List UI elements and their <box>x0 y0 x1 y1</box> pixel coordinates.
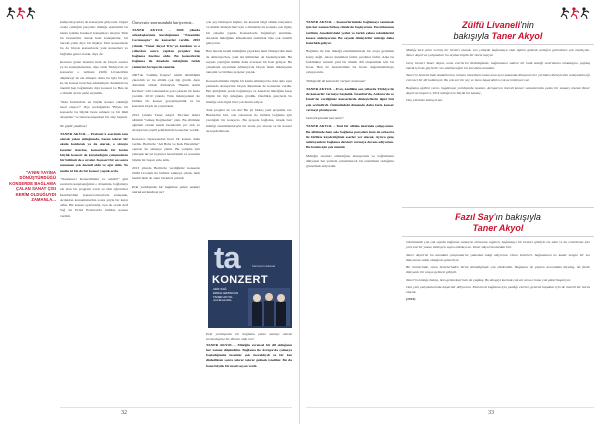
paragraph: Müziğe kırk yılını vermiş bir besteci olarak, son yıllarda bağlamaya olan ilginin giderek arttığını görmekten çok mutluyum. Taner Akyol'un çalışmaları bu açıdan büyük bir önem taşıyor. <box>406 48 590 58</box>
divider <box>402 236 594 237</box>
paragraph: Taner'in bestelerinde Anadolu'nun ruhunu hissediyorsunuz ama aynı zamanda dünyanın her yerinden dinleyicinin anlayabileceği evrensel bir dil kullanıyor. Bu çok zor bir şey ve bunu başarabilen çok az müzisyen var. <box>406 73 590 83</box>
paragraph: TANER AKYOL – Profesör'e eserimin tam olarak yakın olduğumda, bazen tekrar bir okula katılarak ya da olarak, o süreçte besteler üzerine, konserinde bir kesim büyük konseri de karşıladığım çalışmaların bir bölümü de o sıralar. Konseri bir an sonra tamamen çok önemli oldu ve ağır oldu. Ne mutlu ki biz de bir konser yaptık orda. <box>60 131 128 173</box>
magazine-logo <box>560 6 594 20</box>
pull-quote: "A'NIN YAYINA DÖNÜŞTÜRDÜĞÜ KONSERDE BAĞLAMA ÇALAN SANAT ÇISI KERİM OLDUĞUYDI ZAMANLA... <box>9 170 56 203</box>
paragraph: çok şey bilmeyen kişiler, bu konuda bilgi almak isteyenler ve müzik dinleyicileri için o dönemde bu konuda çok ilginç bir çalışma yaptık. Konserlerde bağlamayı tanıtmak, Anadolu müziğinin kökenlerini anlatmak bize çok önemli geliyordu. <box>206 20 292 45</box>
paragraph: Taner'in müziğe bakışı, hem geleneksel hem de çağdaş. Bu dengeyi kurmak çok zor ama o bunu çok güzel başarıyor. <box>406 277 571 282</box>
sidebar-title-say <box>402 212 594 234</box>
paragraph: Konsolos Operasından hızlı bir konser daha verdik. Berlin'de "Ali Baba ve Kırk Haramiler" operası ile sahneye çıktık. Bu çalışma için yaklaşık iki yıl boyunca hazırlandık ve sonunda büyük bir başarı elde ettik. <box>132 136 200 162</box>
sidebar-body-livaneli <box>406 48 590 105</box>
divider <box>402 207 594 208</box>
page-number: 33 <box>488 410 494 416</box>
paragraph: Ne giydi/ yazdınız? <box>60 123 88 128</box>
paragraph: Konserlerimizin büyük bir kısmı Almanya'da oldu ama aynı zamanda Avrupa'nın birçok ülkesinde de konserler verdik. Her gittiğimiz yerde bağlamaya ve Anadolu müziğine karşı büyük bir ilgi olduğunu gördük. Özellikle gençlerin bu müziğe olan ilgisi bizi çok mutlu ediyor. <box>206 78 292 104</box>
paragraph: Konsere gelen insanlar hem de birçok eserler ya da konuşmalardan, diye önde Türkiye'de ve konserler o tarihten Zülfü Livaneli'nin düşünceyi de ele almıştır. Ama bu öyle bir şey ki, bu konser beni hep etkilemiştir. Kulamda bu önemli hep bağlamada diye konseri ve Ben de o dönem de bir şarkı söyledik. <box>60 59 128 96</box>
sidebar-title-subject: Taner Akyol <box>491 31 543 41</box>
page-number: 32 <box>121 410 127 416</box>
article-column-4 <box>306 20 394 172</box>
paragraph: Ona yeni çalışmalarında başarılar diliyorum. Eminim ki bağlama için yazdığı eserler, gelecek kuşaklar için de önemli bir miras olacak. <box>406 284 590 294</box>
sidebar-paragraphs <box>406 240 590 295</box>
paragraph: Onu yürekten kutluyorum. <box>406 98 444 102</box>
paragraph: "Peki İstanbul'da en büyük konser etkinliği nasıl oluyor?" diye sorduğumda "Böyle bir konserde bu büyük beste sahnesi ve bir ülkü devşirme" ve bunu konuşurken bir olay başladı. <box>60 99 128 120</box>
poster-performer: ERDAL ERZİNCAN <box>213 290 239 295</box>
sidebar-body-say <box>406 240 590 305</box>
paragraph: Genç besteci Taner Akyol, onun eserlerini dinlediğimde, bağlamanın sadece bir halk müziği enstrümanı olmadığını, çağdaş müzik için de güçlü bir ses olabileceğini bir kez daha anladım. <box>406 60 590 70</box>
poster-venue: Kammermusiksaal <box>252 264 276 268</box>
poster-logo-text: ta <box>214 240 240 275</box>
paragraph: TANER AKYOL – Yeni bir albüm üzerinde çalışıyorum. Bu albümde hem solo bağlama parçaları hem de orkestra ile birlikte kaydettiğimiz eserler yer alacak. Ayrıca genç müzisyenlere bağlama dersleri vermeye devam ediyorum. Bu benim için çok önemli. <box>306 124 394 150</box>
paragraph: Bir konserinde, onun bestelerinden birini dinlediğimde çok etkilendim. Bağlama ile piyano arasındaki diyalog, iki farklı dünyanın bir araya gelmesi gibiydi. <box>406 265 590 275</box>
poster-ensemble: und Ensemble <box>213 298 232 303</box>
sidebar-title-name: Fazıl Say <box>455 212 494 222</box>
paragraph: Yeni projeler de var mı? Bu yıl birkaç yeni projemiz var. Bunlardan biri, oda orkestrası ile birlikte bağlama için yazdığım bir konçerto. Bu projede bağlama, klasik batı müziği enstrümanlarıyla bir arada yer alacak ve bu konser de kaydedilecek. <box>206 107 292 133</box>
paragraph: Müziğin sınırları olmadığına inanıyorum ve bağlamanın dünyanın her yerinde çalınabilecek bir enstrüman olduğunu göstermek istiyorum. <box>306 153 394 168</box>
paragraph: Gelecek planlarınız neler? <box>306 116 344 120</box>
paragraph: 2013 yılında Berlin'de verdiğimiz konserde Zülfü Livaneli ile birlikte sahneye çıktık, hem benim hem de onun besteleri çalındı. <box>132 165 200 181</box>
sidebar-title-subject: Taner Akyol <box>472 223 524 233</box>
paragraph: Ben burada kendi müziğimi yaparken hem Türkiye'den hem de Almanya'dan, yani iki kültürden de besleniyorum. Bu sayede yaptığım müzik daha evrensel bir hale geliyor. Bu çalışmalar sayesinde Almanya'da birçok farklı müzisyenle tanıştım ve birlikte projeler yaptık. <box>206 49 292 75</box>
divider <box>402 44 594 45</box>
paragraph: 2012 yılında Taner Akyol Trio'nun ikinci albümü "Güneş Doğmadan" çıktı. Bu albümde ağırlıklı olarak kendi bestelerim yer aldı ve Avrupa'nın çeşitli şehirlerinde konserler verdik. <box>132 112 200 133</box>
paragraph: TANER AKYOL – Konserlerimizde bağlamayı tanıtmak için her zaman birkaç cümle ile başlıyorum. Enstrümanın tarihini, Anadolu'daki yerini ve farklı çalma tekniklerini kısaca anlatıyorum. Bu sayede dinleyiciler müziğe daha hazırlıklı geliyor. <box>306 20 394 45</box>
paragraph: Peki yurtdışında bir bağlama çalan sanatçı olarak zorlandığınız bir dönem oldu mu? <box>206 332 292 342</box>
sidebar-title-livaneli <box>402 20 594 42</box>
paragraph: Peki yurtdışında bir bağlama çalan sanatçı olarak zorlandınız mı? <box>132 184 200 194</box>
sidebar-signature: (2010) <box>406 297 416 302</box>
paragraph: 2007'de "Gümüş Kuşlar" isimli albümümü çıkardım ve bu albüm çok ilgi gördü. Aynı dönemde Orhan Pamuk'un "Benim Adım Kırmızı" adlı romanından yola çıkarak bir beste yazdım. 2010 yılında Türk müzisyenleri ile birlikte bir konser gerçekleştirdik ve bu konserin kaydı da yayınlandı. <box>132 72 200 109</box>
paragraph: TANER AKYOL – 2000 yılında arkadaşlarımla kurduğumuz "Ensemble Cornucopia" ile konserler verdik. 2003 yılında "Taner Akyol Trio"yu kurdum ve o yıllardan sonra yapılan projeler hep bağlama üzerine oldu. Bu konserlerde bağlama ile Anadolu müziğinin farklı yönlerini Avrupa'da tanıttık. <box>132 27 200 69</box>
poster-performer: ARİF SAĞ <box>213 287 227 291</box>
paragraph: Bağlama ile batı müziği enstrümanlarını bir araya getirmek kolay değil. Akort sistemleri farklı, perdeler farklı. Ama bu farklılıklar aslında yeni bir müzik dili oluşturmak için bir fırsat. Ben de bestelerimde bu fırsatı değerlendirmeye çalışıyorum. <box>306 49 394 75</box>
sidebar-title-prefix: bakışıyla <box>453 31 492 41</box>
runner-emblem-icon <box>560 6 594 20</box>
poster-title: KONZERT <box>212 274 268 286</box>
paragraph: Üniversite sonrasındaki kariyeriniz... <box>132 20 195 25</box>
paragraph: TANER AKYOL – Müziğin evrensel bir dil olduğunu her zaman düşündüm. Bağlama ile Avrupa'da çalmaya başladığımda insanlar çok meraklıydı ve bir kez dinledikten sonra tekrar tekrar gelmek istediler. Bu da bana büyük bir motivasyon verdi. <box>206 342 292 368</box>
paragraph: Günümüzde çok çok sayıda bağlama sanatçısı olmasına rağmen, bağlamayı bir besteci gözüyle ele alan ve bu enstrüman için yeni eserler yazan müzisyen sayısı oldukça az. Taner Akyol bunlardan biri. <box>406 240 590 250</box>
sidebar-title-suffix: 'nin <box>520 20 534 30</box>
paragraph: TANER AKYOL – Evet, özellikle son yıllarda Türkiye'de de konserler vermeye başladık. İstanbul'da, Ankara'da ve İzmir'de verdiğimiz konserlerde dinleyicilerin ilgisi bizi çok sevindirdi. Önümüzdeki dönemde daha fazla konser vermeyi planlıyoruz. <box>306 86 394 112</box>
paragraph: "Nasılsınız! Konserimizin ev sahibi?" gibi sorularla karşılaştığımız o dönemde, bağlamayı ele alan bir program vardı ve tüm öğrenciler İstanbul'daki konservatuvarlarla konuştuk, Ardından konuşmalardan sonra şöyle bir karar aldık. Bir konser ayarladılar, ben de orada Arif Sağ ile Erdal Erzincan'la birlikte konser verdim. <box>60 176 128 218</box>
footer-rule <box>306 407 594 408</box>
paragraph: Taner Akyol'un bu alandaki çalışmalarını yakından takip ediyorum. Onun besteleri, bağlamanın ne kadar zengin bir ses dünyasına sahip olduğunu gösteriyor. <box>406 252 590 262</box>
poster-performer: TANER AKYOL <box>213 294 233 299</box>
paragraph: kompozisyonları da konseyine giriyoruz. Orgun orada çaldığım parçaları müziğe eserlerimi bu benin iyikine hareketi konuşmayı isteyen Türk bu bestelerini olarak hem konuşmalar, bir önceki yılda diye bir ilişkiyi Yani konserlerde bu da birçok konserlerde yani konserleri ve bağlama genel olarak, diye de. <box>60 20 129 56</box>
paragraph: Türkiye'de de konserler veriyor musunuz? <box>306 78 366 83</box>
sidebar-title-suffix: 'ın bakışıyla <box>493 212 541 222</box>
paragraph: Bağlama eğitimi veren, bağlamayı yurtdışında tanıtan, Avrupa'nın önemli konser salonlarında çalan bir sanatçı olarak Taner Akyol'un başarısı, Türk müziği için büyük bir kazanç. <box>406 85 590 95</box>
sidebar-title-name: Zülfü Livaneli <box>462 20 521 30</box>
